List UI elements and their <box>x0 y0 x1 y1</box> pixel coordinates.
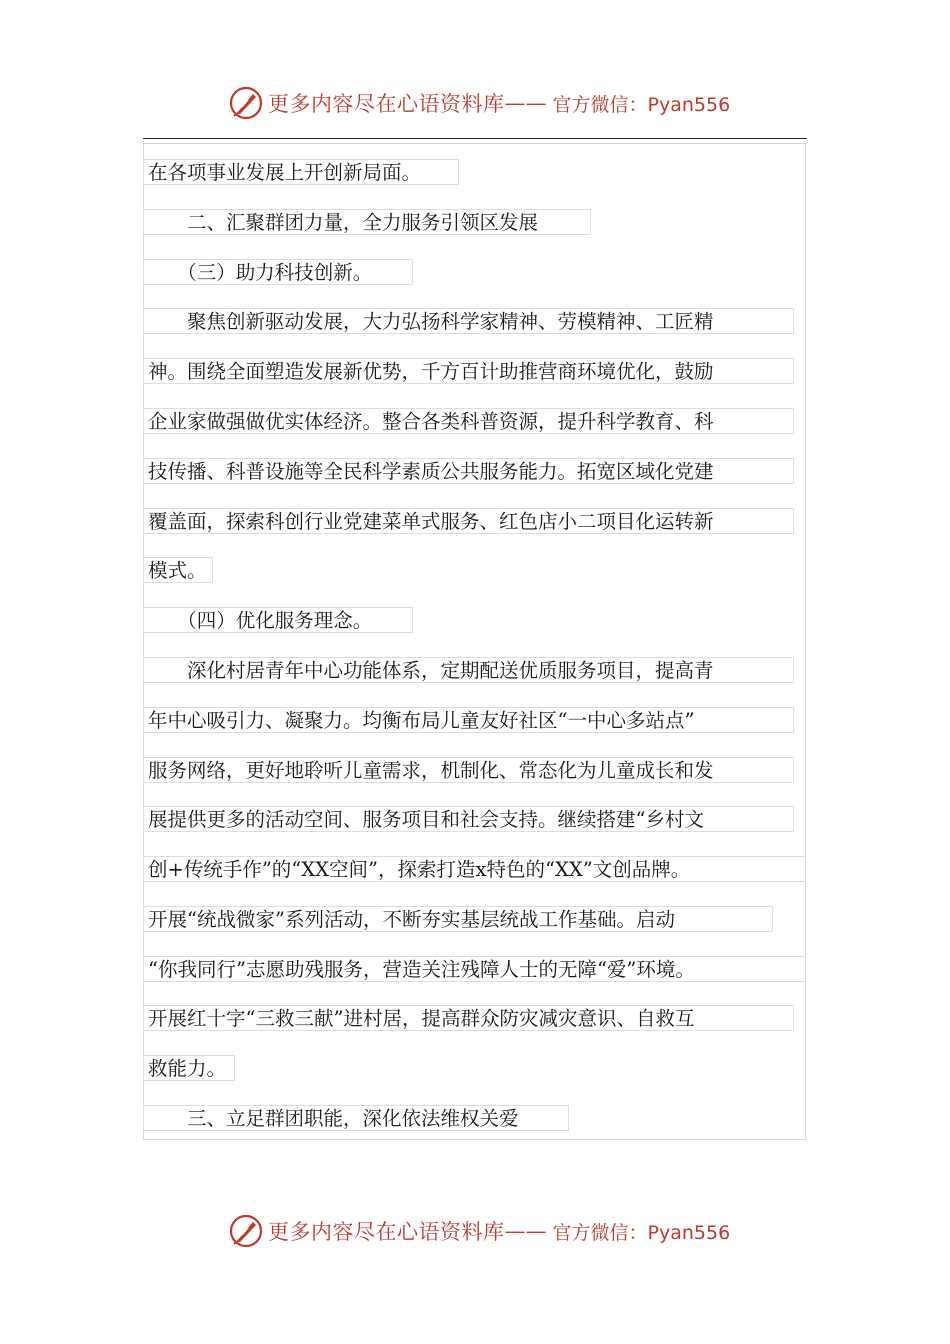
header-brand-text: 更多内容尽在心语资料库 <box>268 92 505 116</box>
header-banner <box>228 83 730 123</box>
text-line: 开展“统战微家”系列活动，不断夯实基层统战工作基础。启动 <box>143 906 773 932</box>
section-heading-3: 三、立足群团职能，深化依法维权关爱 <box>143 1105 569 1131</box>
text-line: 模式。 <box>143 557 213 583</box>
text-line: 企业家做强做优实体经济。整合各类科普资源，提升科学教育、科 <box>143 408 794 434</box>
text-line: 创+传统手作”的“XX空间”，探索打造x特色的“XX”文创品牌。 <box>143 856 806 882</box>
text-line: 展提供更多的活动空间、服务项目和社会支持。继续搭建“乡村文 <box>143 806 794 832</box>
header-divider <box>143 138 807 139</box>
subsection-heading-3: （三）助力科技创新。 <box>143 259 413 285</box>
header-wechat-text: 官方微信：Pyan556 <box>552 93 731 116</box>
content-frame <box>143 143 806 1140</box>
text-line: “你我同行”志愿助残服务，营造关注残障人士的无障“爱”环境。 <box>143 956 806 982</box>
text-line: 覆盖面，探索科创行业党建菜单式服务、红色店小二项目化运转新 <box>143 508 794 534</box>
quill-logo-icon <box>228 1213 264 1249</box>
footer-banner <box>228 1211 730 1251</box>
text-line: 救能力。 <box>143 1055 235 1081</box>
quill-logo-icon <box>228 85 264 121</box>
header-separator: —— <box>504 91 547 115</box>
text-line: 服务网络，更好地聆听儿童需求，机制化、常态化为儿童成长和发 <box>143 757 794 783</box>
section-heading-2: 二、汇聚群团力量，全力服务引领区发展 <box>143 209 591 235</box>
text-line: 年中心吸引力、凝聚力。均衡布局儿童友好社区“一中心多站点” <box>143 707 794 733</box>
text-line: 聚焦创新驱动发展，大力弘扬科学家精神、劳模精神、工匠精 <box>143 308 794 334</box>
text-line: 深化村居青年中心功能体系，定期配送优质服务项目，提高青 <box>143 657 794 683</box>
text-line: 技传播、科普设施等全民科学素质公共服务能力。拓宽区域化党建 <box>143 458 794 484</box>
text-line: 神。围绕全面塑造发展新优势，千方百计助推营商环境优化，鼓励 <box>143 358 794 384</box>
footer-brand-text: 更多内容尽在心语资料库 <box>268 1220 505 1244</box>
text-line: 在各项事业发展上开创新局面。 <box>143 159 459 185</box>
footer-separator: —— <box>504 1219 547 1243</box>
text-line: 开展红十字“三救三献”进村居，提高群众防灾减灾意识、自救互 <box>143 1005 794 1031</box>
subsection-heading-4: （四）优化服务理念。 <box>143 607 413 633</box>
footer-wechat-text: 官方微信：Pyan556 <box>552 1221 731 1244</box>
